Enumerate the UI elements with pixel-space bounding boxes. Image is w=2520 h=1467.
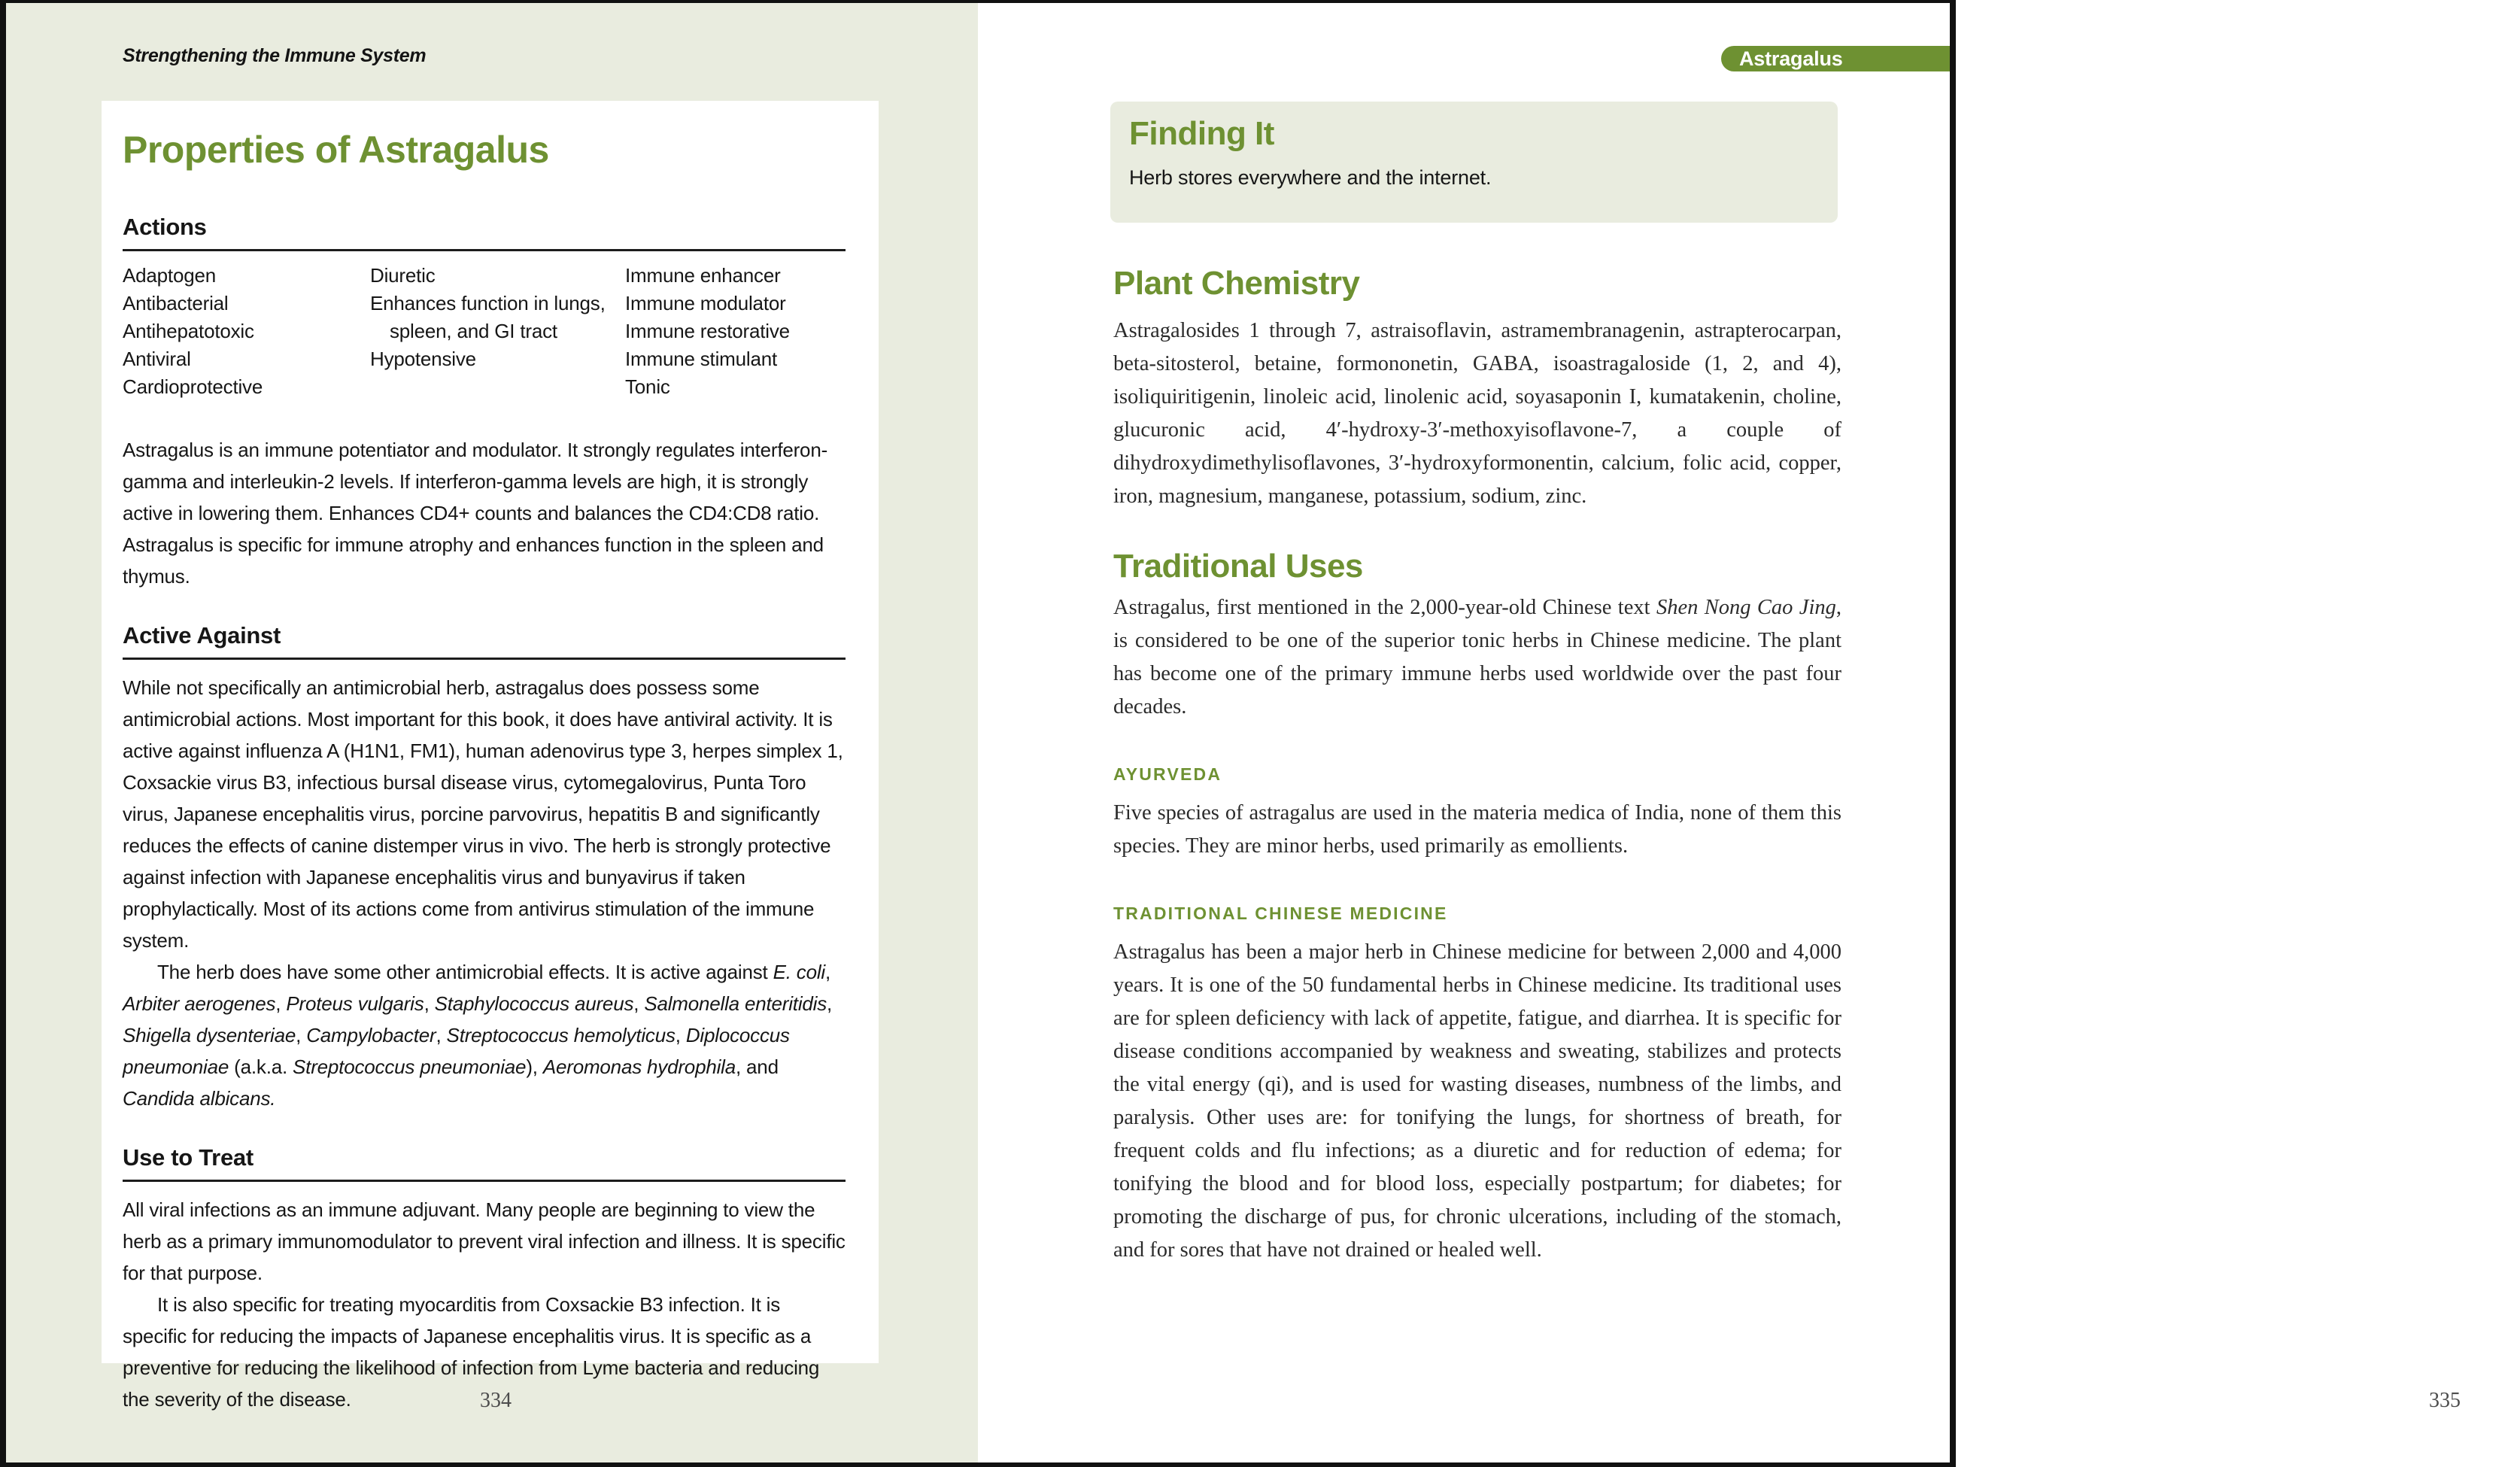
action-item: Immune restorative <box>625 320 790 342</box>
tcm-heading: TRADITIONAL CHINESE MEDICINE <box>1113 904 1448 923</box>
active-against-heading: Active Against <box>123 622 281 648</box>
use-to-treat-heading: Use to Treat <box>123 1144 254 1171</box>
action-item: Adaptogen <box>123 264 216 287</box>
frame-border-top <box>0 0 1956 3</box>
action-item: Immune enhancer <box>625 264 781 287</box>
text-run: , is considered to be one of the superior tonic herbs in Chinese medicine. The plant has become one of the primary immune herbs used worldwide over the past four decades. <box>1113 596 1841 718</box>
italic-term: Candida albicans. <box>123 1087 276 1110</box>
action-item: Antihepatotoxic <box>123 320 254 342</box>
use-to-treat-para2: It is also specific for treating myocarditis from Coxsackie B3 infection. It is specific for reducing the impacts of Japanese encephalitis virus. It is specific as a preventive for reducing the likelihood of infection from Lyme bacteria and reducing the severity of the disease. <box>123 1293 820 1411</box>
text-run: , <box>424 992 435 1015</box>
actions-heading: Actions <box>123 214 207 240</box>
italic-term: Arbiter aerogenes <box>123 992 276 1015</box>
text-run: , and <box>736 1055 779 1078</box>
italic-term: Staphylococcus aureus <box>434 992 634 1015</box>
left-page <box>6 3 978 1462</box>
section-rule <box>123 249 846 251</box>
italic-term: Streptococcus pneumoniae <box>293 1055 527 1078</box>
text-run: , <box>436 1024 447 1046</box>
active-against-para2 <box>123 956 846 1114</box>
use-to-treat-para1: All viral infections as an immune adjuvant. Many people are beginning to view the herb as a primary immunomodulator to prevent viral infection and illness. It is specific for that purpose. <box>123 1198 846 1284</box>
text-run: , <box>275 992 287 1015</box>
actions-column <box>123 262 370 401</box>
italic-term: Campylobacter <box>306 1024 436 1046</box>
actions-paragraph: Astragalus is an immune potentiator and modulator. It strongly regulates interferon-gamma and interleukin-2 levels. If interferon-gamma levels are high, it is strongly active in lowering them. Enhances CD4+ counts and balances the CD4:CD8 ratio. Astragalus is specific for immune atrophy and enhances function in the spleen and thymus. <box>123 439 828 588</box>
finding-it-box <box>1110 102 1838 223</box>
action-item: Antiviral <box>123 348 191 370</box>
italic-term: Aeromonas hydrophila <box>542 1055 736 1078</box>
traditional-uses-body <box>1113 591 1841 724</box>
section-rule <box>123 1180 846 1182</box>
section-rule <box>123 658 846 660</box>
text-run: The herb does have some other antimicrobial effects. It is active against <box>157 961 773 983</box>
ayurveda-body: Five species of astragalus are used in the materia medica of India, none of them this species. They are minor herbs, used primarily as emollients. <box>1113 801 1841 858</box>
card-title: Properties of Astragalus <box>123 129 549 171</box>
action-item: Enhances function in lungs, spleen, and GI tract <box>370 292 606 342</box>
right-page <box>978 3 2461 1462</box>
action-item: Cardioprotective <box>123 375 263 398</box>
frame-border-right <box>1950 0 1956 1467</box>
finding-it-heading: Finding It <box>1129 115 1274 152</box>
traditional-uses-heading: Traditional Uses <box>1113 548 1363 585</box>
text-run: , <box>827 992 833 1015</box>
action-item: Antibacterial <box>123 292 229 314</box>
action-item: Immune stimulant <box>625 348 777 370</box>
chapter-tab: Astragalus <box>1721 46 1950 71</box>
italic-term: Salmonella enteritidis <box>644 992 827 1015</box>
text-run: , <box>296 1024 307 1046</box>
right-page-column <box>1113 265 1841 1267</box>
ayurveda-heading: AYURVEDA <box>1113 764 1222 784</box>
text-run: Astragalus, first mentioned in the 2,000-year-old Chinese text <box>1113 596 1656 619</box>
action-item: Tonic <box>625 375 670 398</box>
italic-term: E. coli <box>773 961 826 983</box>
actions-column <box>370 262 625 401</box>
action-item: Diuretic <box>370 264 436 287</box>
italic-term: Proteus vulgaris <box>286 992 424 1015</box>
text-run: ), <box>526 1055 543 1078</box>
frame-border-left <box>0 0 6 1467</box>
page-number-left: 334 <box>480 1389 512 1412</box>
actions-column <box>625 262 846 401</box>
text-run: , <box>633 992 645 1015</box>
text-run: (a.k.a. <box>229 1055 293 1078</box>
italic-term: Streptococcus hemolyticus <box>446 1024 676 1046</box>
italic-term: Diplococcus pneumoniae <box>123 1024 790 1078</box>
running-header: Strengthening the Immune System <box>123 45 427 66</box>
frame-border-bottom <box>0 1462 1956 1467</box>
plant-chemistry-heading: Plant Chemistry <box>1113 265 1360 302</box>
text-run: , <box>675 1024 686 1046</box>
tcm-body: Astragalus has been a major herb in Chinese medicine for between 2,000 and 4,000 years. It is one of the 50 fundamental herbs in Chinese medicine. Its traditional uses are for spleen deficiency with lack of appetite, fatigue, and diarrhea. It is specific for disease conditions accompanied by weakness and sweating, stabilizes and protects the vital energy (qi), and is used for wasting diseases, numbness of the limbs, and paralysis. Other uses are: for tonifying the lungs, for shortness of breath, for frequent colds and flu infections; as a diuretic and for reduction of edema; for tonifying the blood and for blood loss, especially postpartum; for diabetes; for promoting the discharge of pus, for chronic ulcerations, including of the stomach, and for sores that have not drained or healed well. <box>1113 940 1841 1262</box>
italic-term: Shigella dysenteriae <box>123 1024 296 1046</box>
page-number-right: 335 <box>2429 1389 2461 1412</box>
actions-list <box>123 262 846 401</box>
text-run: , <box>825 961 831 983</box>
action-item: Immune modulator <box>625 292 786 314</box>
italic-term: Shen Nong Cao Jing <box>1656 596 1836 619</box>
active-against-para1: While not specifically an antimicrobial herb, astragalus does possess some antimicrobial actions. Most important for this book, it does have antiviral activity. It is active against influenza A (H1N1, FM1), human adenovirus type 3, herpes simplex 1, Coxsackie virus B3, infectious bursal disease virus, cytomegalovirus, Punta Toro virus, Japanese encephalitis virus, porcine parvovirus, hepatitis B and significantly reduces the effects of canine distemper virus in vivo. The herb is strongly protective against infection with Japanese encephalitis virus and bunyavirus if taken prophylactically. Most of its actions come from antivirus stimulation of the immune system. <box>123 676 843 952</box>
plant-chemistry-body: Astragalosides 1 through 7, astraisoflavin, astramembranagenin, astrapterocarpan, beta-sitosterol, betaine, formononetin, GABA, isoastragaloside (1, 2, and 4), isoliquiritigenin, linoleic acid, linolenic acid, soyasaponin I, kumatakenin, choline, glucuronic acid, 4′-hydroxy-3′-methoxyisoflavone-7, a couple of dihydroxydimethylisoflavones, 3′-hydroxyformonentin, calcium, folic acid, copper, iron, magnesium, manganese, potassium, sodium, zinc. <box>1113 319 1841 508</box>
action-item: Hypotensive <box>370 348 476 370</box>
finding-it-body: Herb stores everywhere and the internet. <box>1129 166 1492 189</box>
